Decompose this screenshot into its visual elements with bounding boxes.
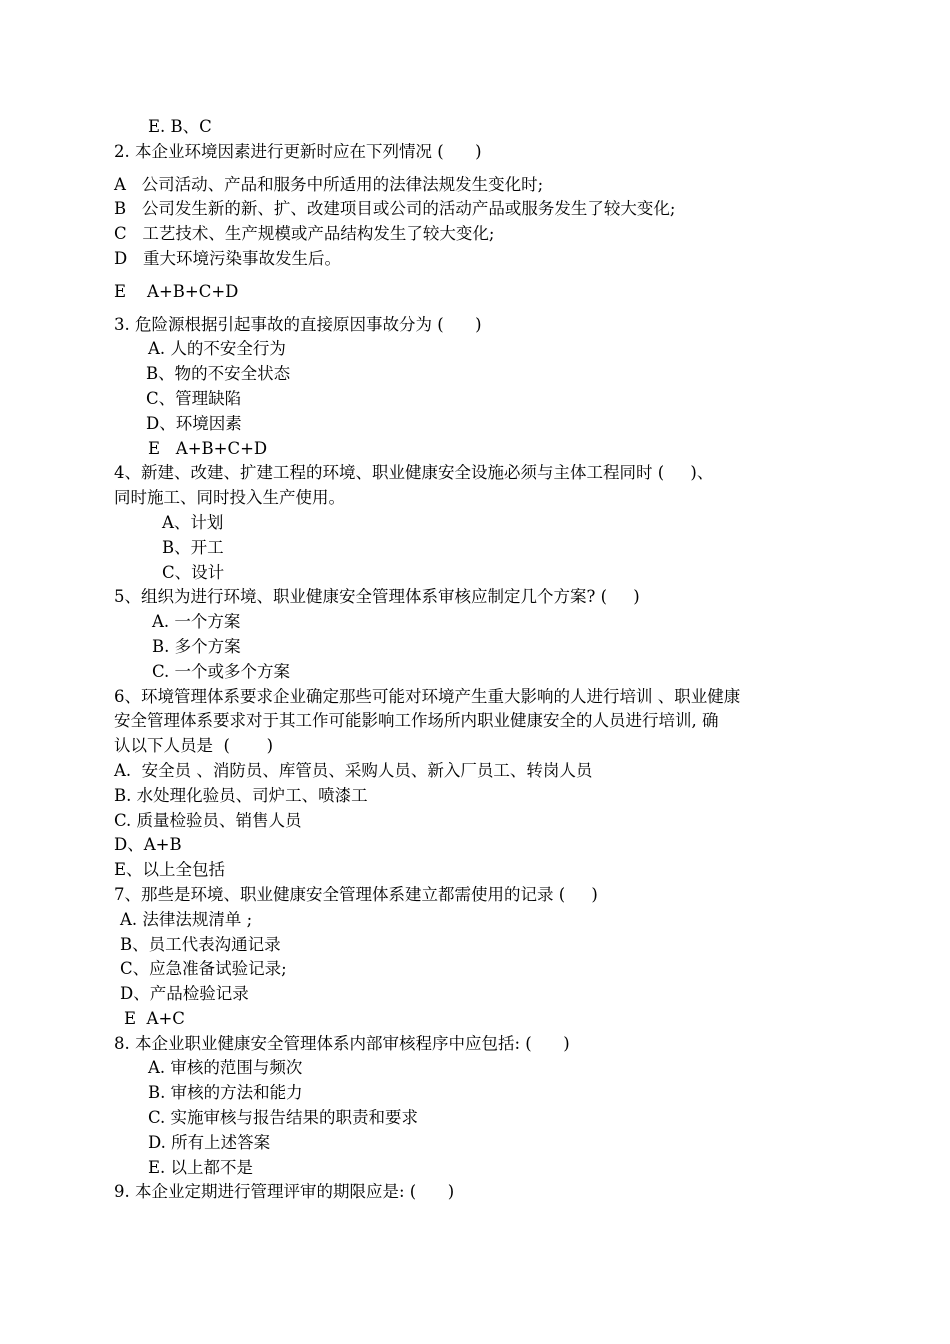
answer-option: C 工艺技术、生产规模或产品结构发生了较大变化; (114, 224, 495, 244)
question-8: 8. 本企业职业健康安全管理体系内部审核程序中应包括: ( ) (114, 1033, 570, 1053)
answer-option: E A+C (124, 1008, 185, 1028)
answer-option: B、开工 (162, 537, 224, 557)
answer-option: A. 法律法规清单 ; (120, 909, 253, 929)
answer-option: A 公司活动、产品和服务中所适用的法律法规发生变化时; (114, 174, 544, 194)
answer-option: A. 安全员 、消防员、库管员、采购人员、新入厂员工、转岗人员 (114, 760, 593, 780)
question-6-continued: 认以下人员是 ( ) (114, 736, 274, 756)
answer-option: B 公司发生新的新、扩、改建项目或公司的活动产品或服务发生了较大变化; (114, 199, 676, 219)
answer-option: D、环境因素 (146, 413, 242, 433)
answer-option: B、员工代表沟通记录 (120, 934, 281, 954)
question-5: 5、组织为进行环境、职业健康安全管理体系审核应制定几个方案? ( ) (114, 587, 640, 607)
answer-option: B、物的不安全状态 (146, 364, 291, 384)
question-9: 9. 本企业定期进行管理评审的期限应是: ( ) (114, 1182, 455, 1202)
answer-option: B. 审核的方法和能力 (148, 1083, 303, 1103)
answer-option: E A+B+C+D (148, 438, 268, 458)
question-6: 6、环境管理体系要求企业确定那些可能对环境产生重大影响的人进行培训 、职业健康 (114, 686, 741, 706)
answer-option: E. 以上都不是 (148, 1157, 254, 1177)
answer-option: A. 人的不安全行为 (148, 339, 286, 359)
question-2: 2. 本企业环境因素进行更新时应在下列情况 ( ) (114, 141, 482, 161)
answer-option: B. 多个方案 (152, 636, 241, 656)
answer-option: C. 质量检验员、销售人员 (114, 810, 302, 830)
answer-option: D. 所有上述答案 (148, 1132, 271, 1152)
answer-option: E. B、C (148, 117, 212, 136)
question-6-continued: 安全管理体系要求对于其工作可能影响工作场所内职业健康安全的人员进行培训, 确 (114, 711, 719, 731)
answer-option: E A+B+C+D (114, 281, 239, 301)
answer-option: B. 水处理化验员、司炉工、喷漆工 (114, 785, 368, 805)
answer-option: D、产品检验记录 (120, 984, 249, 1004)
question-4-continued: 同时施工、同时投入生产使用。 (114, 488, 345, 508)
answer-option: C、应急准备试验记录; (120, 959, 287, 979)
question-4: 4、新建、改建、扩建工程的环境、职业健康安全设施必须与主体工程同时 ( )、 (114, 463, 714, 483)
answer-option: A、计划 (162, 512, 224, 532)
answer-option: A. 审核的范围与频次 (148, 1058, 303, 1078)
answer-option: A. 一个方案 (152, 612, 241, 632)
question-3: 3. 危险源根据引起事故的直接原因事故分为 ( ) (114, 314, 482, 334)
question-7: 7、那些是环境、职业健康安全管理体系建立都需使用的记录 ( ) (114, 884, 598, 904)
answer-option: E、以上全包括 (114, 860, 226, 880)
answer-option: C. 一个或多个方案 (152, 661, 291, 681)
answer-option: C. 实施审核与报告结果的职责和要求 (148, 1108, 419, 1128)
answer-option: C、设计 (162, 562, 225, 582)
answer-option: D、A+B (114, 835, 182, 855)
answer-option: C、管理缺陷 (146, 388, 242, 408)
answer-option: D 重大环境污染事故发生后。 (114, 248, 341, 268)
